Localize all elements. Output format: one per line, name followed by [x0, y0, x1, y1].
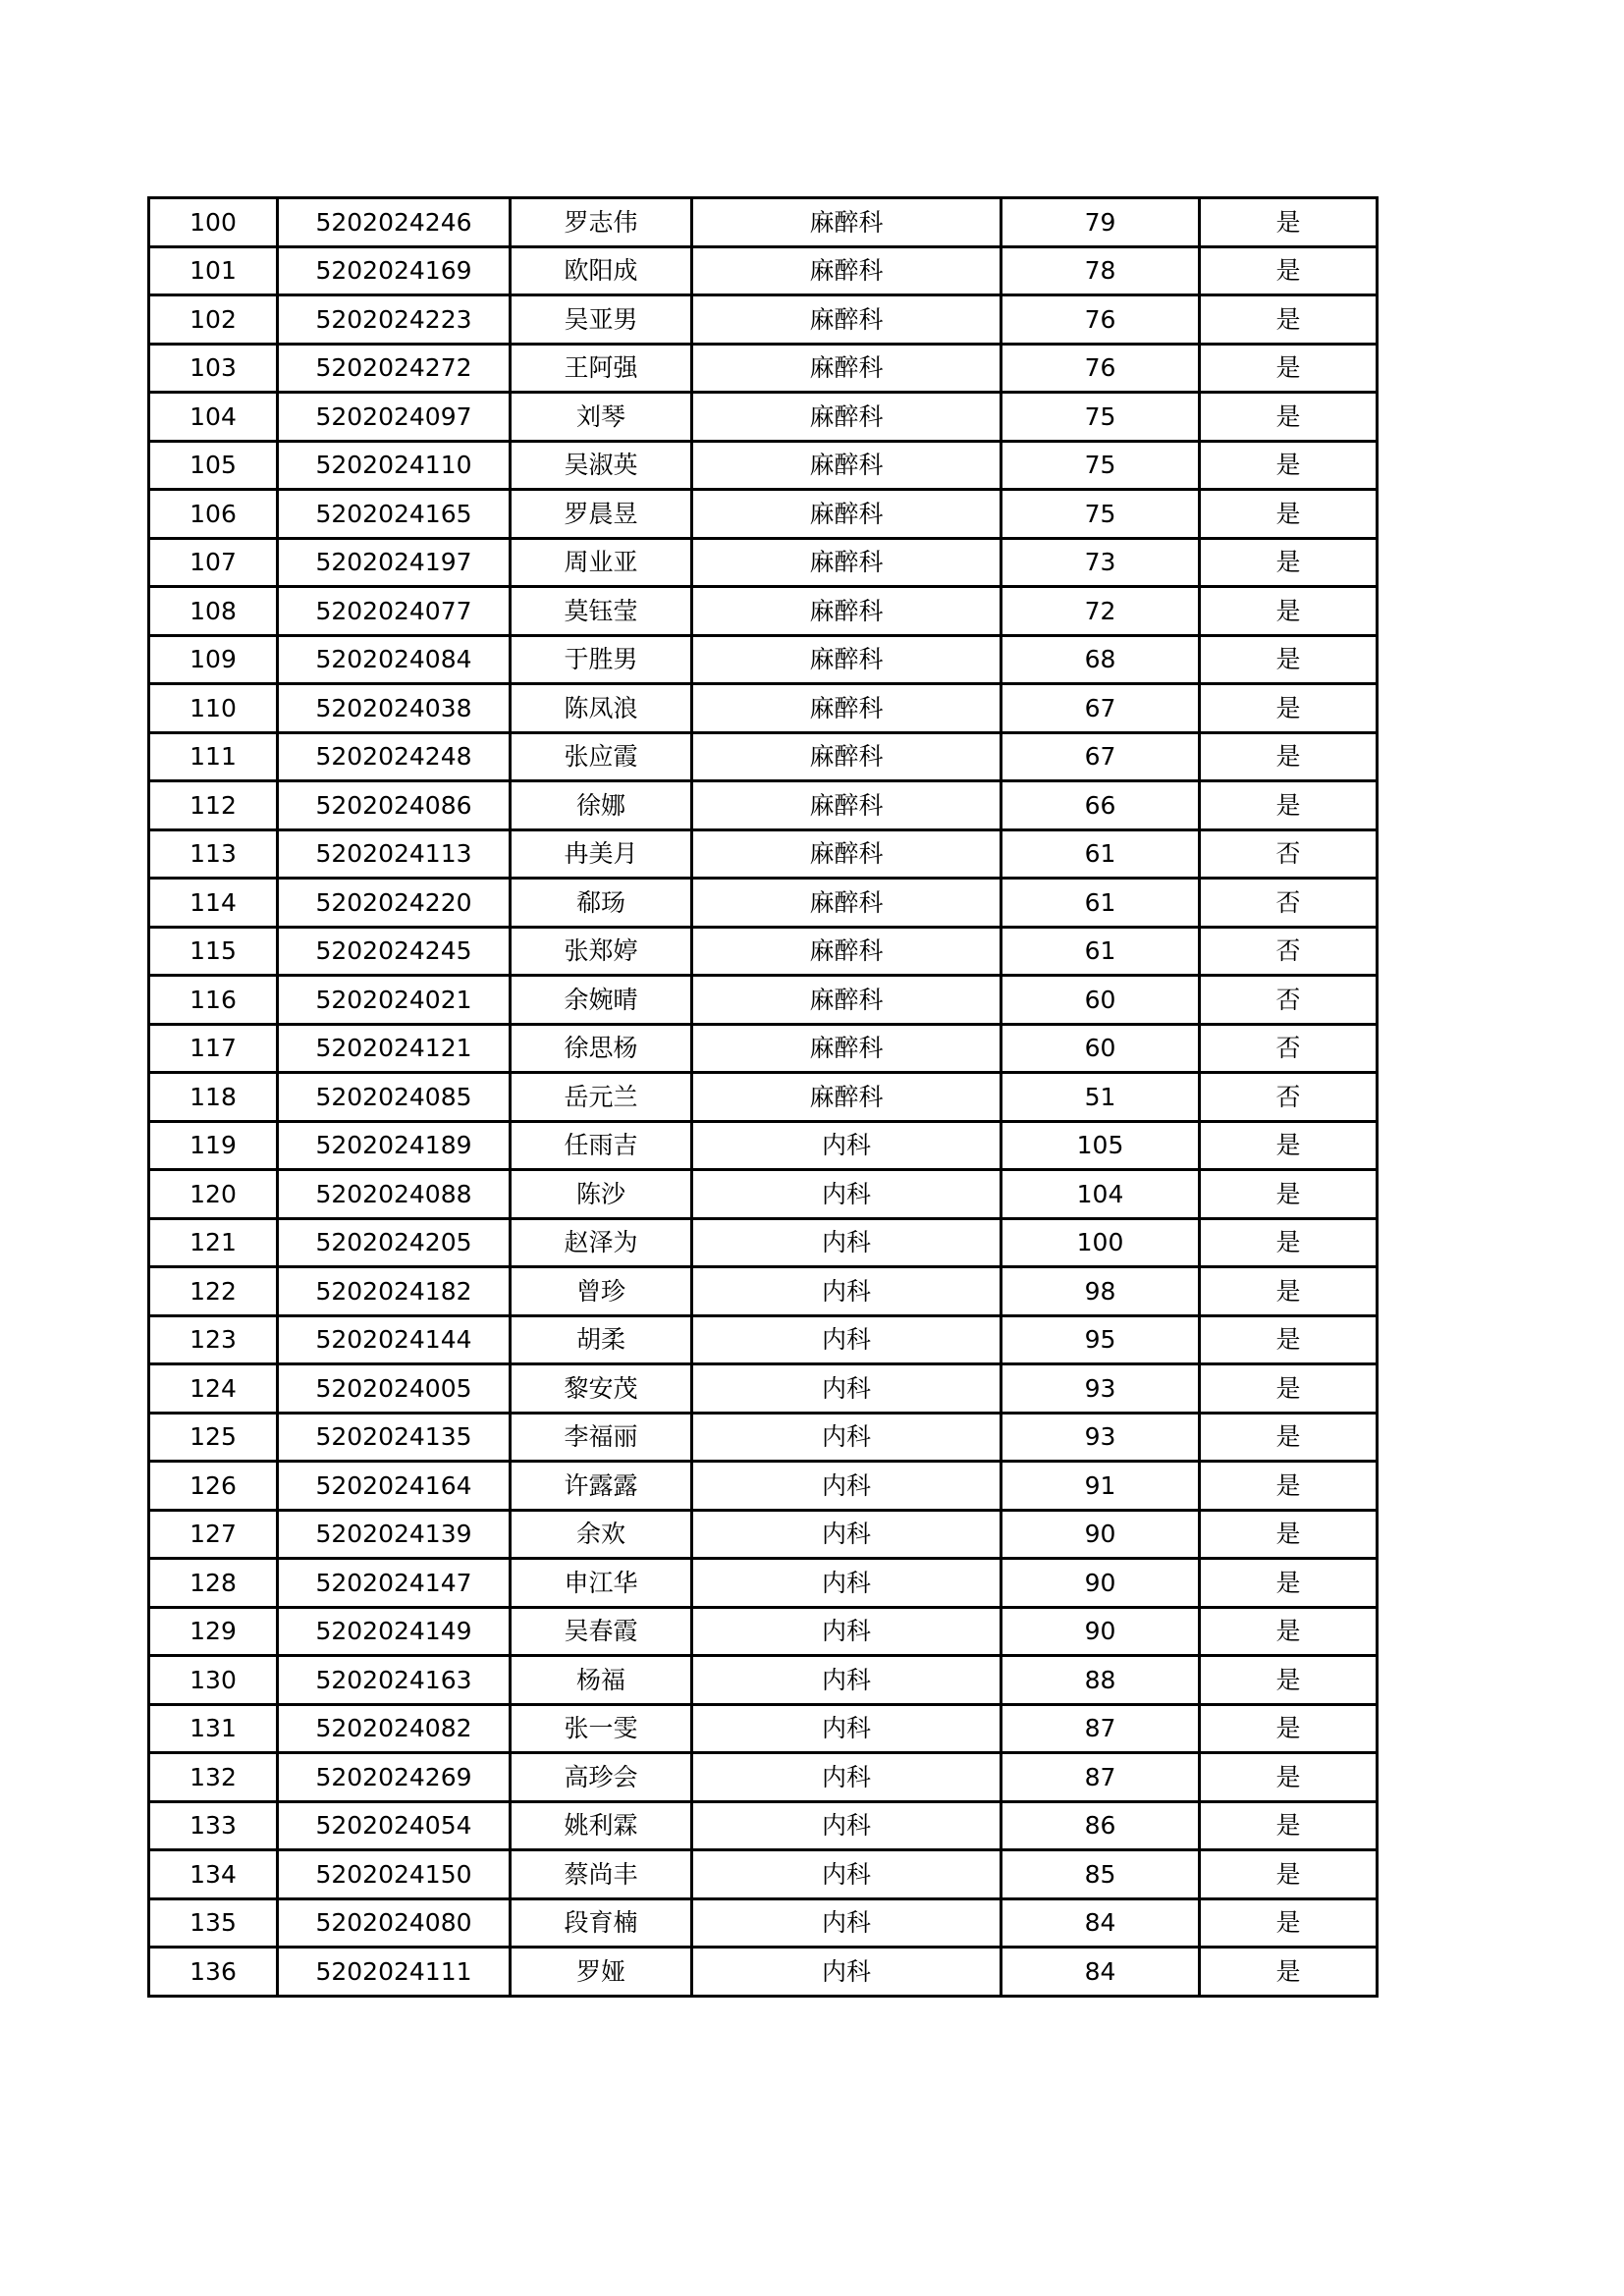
score-cell: 88	[1001, 1656, 1200, 1705]
score-cell: 75	[1001, 393, 1200, 442]
candidate-id-cell: 5202024189	[278, 1121, 511, 1170]
row-number-cell: 130	[149, 1656, 278, 1705]
qualified-cell: 是	[1200, 490, 1378, 539]
qualified-cell: 是	[1200, 344, 1378, 393]
name-cell: 姚利霖	[511, 1801, 692, 1850]
name-cell: 陈凤浪	[511, 684, 692, 733]
table-row	[149, 1656, 1378, 1705]
candidate-id-cell: 5202024245	[278, 927, 511, 976]
qualified-cell: 是	[1200, 1218, 1378, 1267]
row-number-cell: 108	[149, 587, 278, 636]
department-cell: 麻醉科	[692, 295, 1001, 345]
name-cell: 黎安茂	[511, 1364, 692, 1414]
score-cell: 93	[1001, 1364, 1200, 1414]
candidate-id-cell: 5202024164	[278, 1462, 511, 1511]
row-number-cell: 121	[149, 1218, 278, 1267]
table-row	[149, 1024, 1378, 1073]
department-cell: 内科	[692, 1704, 1001, 1753]
table-row	[149, 927, 1378, 976]
row-number-cell: 119	[149, 1121, 278, 1170]
row-number-cell: 131	[149, 1704, 278, 1753]
qualified-cell: 是	[1200, 295, 1378, 345]
table-row	[149, 1948, 1378, 1997]
department-cell: 内科	[692, 1510, 1001, 1559]
department-cell: 内科	[692, 1559, 1001, 1608]
department-cell: 内科	[692, 1801, 1001, 1850]
qualified-cell: 是	[1200, 1559, 1378, 1608]
department-cell: 麻醉科	[692, 1024, 1001, 1073]
table-row	[149, 1218, 1378, 1267]
name-cell: 于胜男	[511, 635, 692, 684]
name-cell: 余欢	[511, 1510, 692, 1559]
name-cell: 岳元兰	[511, 1073, 692, 1122]
candidate-id-cell: 5202024205	[278, 1218, 511, 1267]
department-cell: 内科	[692, 1364, 1001, 1414]
name-cell: 吴淑英	[511, 441, 692, 490]
table-row	[149, 1170, 1378, 1219]
department-cell: 麻醉科	[692, 781, 1001, 830]
row-number-cell: 134	[149, 1850, 278, 1899]
candidate-id-cell: 5202024097	[278, 393, 511, 442]
qualified-cell: 否	[1200, 927, 1378, 976]
qualified-cell: 是	[1200, 1315, 1378, 1364]
table-row	[149, 1607, 1378, 1656]
table-row	[149, 198, 1378, 247]
candidate-id-cell: 5202024135	[278, 1413, 511, 1462]
score-cell: 79	[1001, 198, 1200, 247]
candidate-id-cell: 5202024150	[278, 1850, 511, 1899]
table-row	[149, 393, 1378, 442]
candidate-id-cell: 5202024182	[278, 1267, 511, 1316]
candidate-id-cell: 5202024165	[278, 490, 511, 539]
table-row	[149, 976, 1378, 1025]
table-row	[149, 732, 1378, 781]
row-number-cell: 101	[149, 246, 278, 295]
row-number-cell: 104	[149, 393, 278, 442]
qualified-cell: 是	[1200, 1267, 1378, 1316]
row-number-cell: 124	[149, 1364, 278, 1414]
row-number-cell: 115	[149, 927, 278, 976]
candidate-id-cell: 5202024086	[278, 781, 511, 830]
qualified-cell: 是	[1200, 198, 1378, 247]
score-cell: 76	[1001, 295, 1200, 345]
name-cell: 高珍会	[511, 1753, 692, 1802]
score-cell: 85	[1001, 1850, 1200, 1899]
department-cell: 麻醉科	[692, 538, 1001, 587]
table-row	[149, 879, 1378, 928]
score-cell: 104	[1001, 1170, 1200, 1219]
score-cell: 75	[1001, 490, 1200, 539]
department-cell: 内科	[692, 1462, 1001, 1511]
candidate-id-cell: 5202024149	[278, 1607, 511, 1656]
score-cell: 61	[1001, 927, 1200, 976]
row-number-cell: 100	[149, 198, 278, 247]
score-cell: 73	[1001, 538, 1200, 587]
department-cell: 麻醉科	[692, 732, 1001, 781]
name-cell: 吴亚男	[511, 295, 692, 345]
row-number-cell: 102	[149, 295, 278, 345]
department-cell: 麻醉科	[692, 587, 1001, 636]
candidate-id-cell: 5202024147	[278, 1559, 511, 1608]
table-row	[149, 538, 1378, 587]
candidate-id-cell: 5202024021	[278, 976, 511, 1025]
table-row	[149, 635, 1378, 684]
score-cell: 87	[1001, 1704, 1200, 1753]
score-cell: 78	[1001, 246, 1200, 295]
name-cell: 陈沙	[511, 1170, 692, 1219]
name-cell: 胡柔	[511, 1315, 692, 1364]
qualified-cell: 是	[1200, 732, 1378, 781]
table-row	[149, 1462, 1378, 1511]
candidate-id-cell: 5202024110	[278, 441, 511, 490]
table-row	[149, 1801, 1378, 1850]
score-cell: 67	[1001, 732, 1200, 781]
qualified-cell: 否	[1200, 1073, 1378, 1122]
department-cell: 麻醉科	[692, 976, 1001, 1025]
name-cell: 张郑婷	[511, 927, 692, 976]
qualified-cell: 是	[1200, 1898, 1378, 1948]
candidate-id-cell: 5202024248	[278, 732, 511, 781]
row-number-cell: 103	[149, 344, 278, 393]
department-cell: 内科	[692, 1948, 1001, 1997]
row-number-cell: 136	[149, 1948, 278, 1997]
candidate-id-cell: 5202024272	[278, 344, 511, 393]
score-cell: 66	[1001, 781, 1200, 830]
table-row	[149, 441, 1378, 490]
qualified-cell: 是	[1200, 1170, 1378, 1219]
row-number-cell: 127	[149, 1510, 278, 1559]
name-cell: 赵泽为	[511, 1218, 692, 1267]
name-cell: 申江华	[511, 1559, 692, 1608]
score-cell: 87	[1001, 1753, 1200, 1802]
candidate-id-cell: 5202024111	[278, 1948, 511, 1997]
table-row	[149, 1413, 1378, 1462]
name-cell: 余婉晴	[511, 976, 692, 1025]
candidate-id-cell: 5202024084	[278, 635, 511, 684]
department-cell: 内科	[692, 1656, 1001, 1705]
name-cell: 罗娅	[511, 1948, 692, 1997]
row-number-cell: 120	[149, 1170, 278, 1219]
row-number-cell: 116	[149, 976, 278, 1025]
department-cell: 内科	[692, 1170, 1001, 1219]
score-cell: 100	[1001, 1218, 1200, 1267]
score-cell: 68	[1001, 635, 1200, 684]
qualified-cell: 是	[1200, 684, 1378, 733]
row-number-cell: 133	[149, 1801, 278, 1850]
qualified-cell: 是	[1200, 393, 1378, 442]
row-number-cell: 112	[149, 781, 278, 830]
department-cell: 麻醉科	[692, 198, 1001, 247]
qualified-cell: 否	[1200, 829, 1378, 879]
row-number-cell: 111	[149, 732, 278, 781]
score-cell: 95	[1001, 1315, 1200, 1364]
row-number-cell: 129	[149, 1607, 278, 1656]
table-row	[149, 1121, 1378, 1170]
candidate-id-cell: 5202024038	[278, 684, 511, 733]
table-row	[149, 1704, 1378, 1753]
name-cell: 段育楠	[511, 1898, 692, 1948]
score-cell: 84	[1001, 1948, 1200, 1997]
name-cell: 蔡尚丰	[511, 1850, 692, 1899]
department-cell: 麻醉科	[692, 635, 1001, 684]
name-cell: 徐娜	[511, 781, 692, 830]
score-cell: 105	[1001, 1121, 1200, 1170]
name-cell: 吴春霞	[511, 1607, 692, 1656]
name-cell: 罗志伟	[511, 198, 692, 247]
row-number-cell: 125	[149, 1413, 278, 1462]
name-cell: 张一雯	[511, 1704, 692, 1753]
candidate-id-cell: 5202024085	[278, 1073, 511, 1122]
score-cell: 90	[1001, 1607, 1200, 1656]
department-cell: 麻醉科	[692, 1073, 1001, 1122]
score-cell: 60	[1001, 1024, 1200, 1073]
department-cell: 内科	[692, 1267, 1001, 1316]
qualified-cell: 是	[1200, 1510, 1378, 1559]
row-number-cell: 105	[149, 441, 278, 490]
table-row	[149, 246, 1378, 295]
candidate-id-cell: 5202024077	[278, 587, 511, 636]
department-cell: 麻醉科	[692, 441, 1001, 490]
qualified-cell: 是	[1200, 587, 1378, 636]
department-cell: 麻醉科	[692, 879, 1001, 928]
candidate-id-cell: 5202024113	[278, 829, 511, 879]
candidate-id-cell: 5202024080	[278, 1898, 511, 1948]
table-row	[149, 1073, 1378, 1122]
table-row	[149, 781, 1378, 830]
table-row	[149, 1510, 1378, 1559]
candidate-id-cell: 5202024269	[278, 1753, 511, 1802]
table-row	[149, 295, 1378, 345]
qualified-cell: 是	[1200, 1704, 1378, 1753]
score-cell: 91	[1001, 1462, 1200, 1511]
candidate-id-cell: 5202024163	[278, 1656, 511, 1705]
candidate-id-cell: 5202024139	[278, 1510, 511, 1559]
qualified-cell: 是	[1200, 1656, 1378, 1705]
row-number-cell: 109	[149, 635, 278, 684]
qualified-cell: 是	[1200, 1364, 1378, 1414]
qualified-cell: 是	[1200, 1121, 1378, 1170]
table-row	[149, 490, 1378, 539]
row-number-cell: 122	[149, 1267, 278, 1316]
score-cell: 93	[1001, 1413, 1200, 1462]
score-cell: 90	[1001, 1510, 1200, 1559]
table-row	[149, 1850, 1378, 1899]
qualified-cell: 是	[1200, 1850, 1378, 1899]
name-cell: 徐思杨	[511, 1024, 692, 1073]
qualified-cell: 是	[1200, 538, 1378, 587]
name-cell: 曾珍	[511, 1267, 692, 1316]
name-cell: 欧阳成	[511, 246, 692, 295]
candidate-id-cell: 5202024082	[278, 1704, 511, 1753]
name-cell: 任雨吉	[511, 1121, 692, 1170]
candidate-id-cell: 5202024054	[278, 1801, 511, 1850]
table-row	[149, 1559, 1378, 1608]
qualified-cell: 是	[1200, 1753, 1378, 1802]
department-cell: 内科	[692, 1413, 1001, 1462]
row-number-cell: 113	[149, 829, 278, 879]
candidate-id-cell: 5202024197	[278, 538, 511, 587]
row-number-cell: 135	[149, 1898, 278, 1948]
score-cell: 90	[1001, 1559, 1200, 1608]
name-cell: 罗晨昱	[511, 490, 692, 539]
qualified-cell: 否	[1200, 1024, 1378, 1073]
table-row	[149, 684, 1378, 733]
name-cell: 张应霞	[511, 732, 692, 781]
qualified-cell: 是	[1200, 781, 1378, 830]
table-row	[149, 344, 1378, 393]
score-cell: 86	[1001, 1801, 1200, 1850]
department-cell: 麻醉科	[692, 684, 1001, 733]
table-row	[149, 829, 1378, 879]
department-cell: 麻醉科	[692, 927, 1001, 976]
department-cell: 内科	[692, 1607, 1001, 1656]
score-cell: 60	[1001, 976, 1200, 1025]
qualified-cell: 是	[1200, 246, 1378, 295]
results-table	[147, 196, 1379, 1998]
row-number-cell: 132	[149, 1753, 278, 1802]
department-cell: 内科	[692, 1121, 1001, 1170]
name-cell: 周业亚	[511, 538, 692, 587]
row-number-cell: 114	[149, 879, 278, 928]
name-cell: 李福丽	[511, 1413, 692, 1462]
department-cell: 麻醉科	[692, 393, 1001, 442]
row-number-cell: 110	[149, 684, 278, 733]
qualified-cell: 是	[1200, 1948, 1378, 1997]
candidate-id-cell: 5202024169	[278, 246, 511, 295]
department-cell: 内科	[692, 1850, 1001, 1899]
qualified-cell: 否	[1200, 976, 1378, 1025]
table-row	[149, 1315, 1378, 1364]
name-cell: 冉美月	[511, 829, 692, 879]
name-cell: 王阿强	[511, 344, 692, 393]
score-cell: 75	[1001, 441, 1200, 490]
row-number-cell: 117	[149, 1024, 278, 1073]
score-cell: 67	[1001, 684, 1200, 733]
candidate-id-cell: 5202024223	[278, 295, 511, 345]
candidate-id-cell: 5202024121	[278, 1024, 511, 1073]
qualified-cell: 是	[1200, 1607, 1378, 1656]
department-cell: 内科	[692, 1753, 1001, 1802]
table-row	[149, 587, 1378, 636]
table-row	[149, 1364, 1378, 1414]
table-row	[149, 1753, 1378, 1802]
row-number-cell: 128	[149, 1559, 278, 1608]
qualified-cell: 是	[1200, 1462, 1378, 1511]
department-cell: 麻醉科	[692, 490, 1001, 539]
candidate-id-cell: 5202024088	[278, 1170, 511, 1219]
name-cell: 杨福	[511, 1656, 692, 1705]
name-cell: 刘琴	[511, 393, 692, 442]
qualified-cell: 是	[1200, 441, 1378, 490]
qualified-cell: 是	[1200, 1413, 1378, 1462]
qualified-cell: 是	[1200, 1801, 1378, 1850]
score-cell: 51	[1001, 1073, 1200, 1122]
table-row	[149, 1898, 1378, 1948]
department-cell: 麻醉科	[692, 344, 1001, 393]
name-cell: 莫钰莹	[511, 587, 692, 636]
qualified-cell: 否	[1200, 879, 1378, 928]
table-body	[149, 198, 1378, 1997]
row-number-cell: 126	[149, 1462, 278, 1511]
department-cell: 内科	[692, 1218, 1001, 1267]
candidate-id-cell: 5202024005	[278, 1364, 511, 1414]
qualified-cell: 是	[1200, 635, 1378, 684]
department-cell: 内科	[692, 1898, 1001, 1948]
score-cell: 72	[1001, 587, 1200, 636]
table-row	[149, 1267, 1378, 1316]
score-cell: 61	[1001, 879, 1200, 928]
name-cell: 郗玚	[511, 879, 692, 928]
department-cell: 麻醉科	[692, 246, 1001, 295]
candidate-id-cell: 5202024144	[278, 1315, 511, 1364]
score-cell: 76	[1001, 344, 1200, 393]
candidate-id-cell: 5202024246	[278, 198, 511, 247]
score-cell: 84	[1001, 1898, 1200, 1948]
score-cell: 98	[1001, 1267, 1200, 1316]
score-cell: 61	[1001, 829, 1200, 879]
candidate-id-cell: 5202024220	[278, 879, 511, 928]
row-number-cell: 106	[149, 490, 278, 539]
row-number-cell: 118	[149, 1073, 278, 1122]
row-number-cell: 123	[149, 1315, 278, 1364]
row-number-cell: 107	[149, 538, 278, 587]
name-cell: 许露露	[511, 1462, 692, 1511]
department-cell: 内科	[692, 1315, 1001, 1364]
department-cell: 麻醉科	[692, 829, 1001, 879]
